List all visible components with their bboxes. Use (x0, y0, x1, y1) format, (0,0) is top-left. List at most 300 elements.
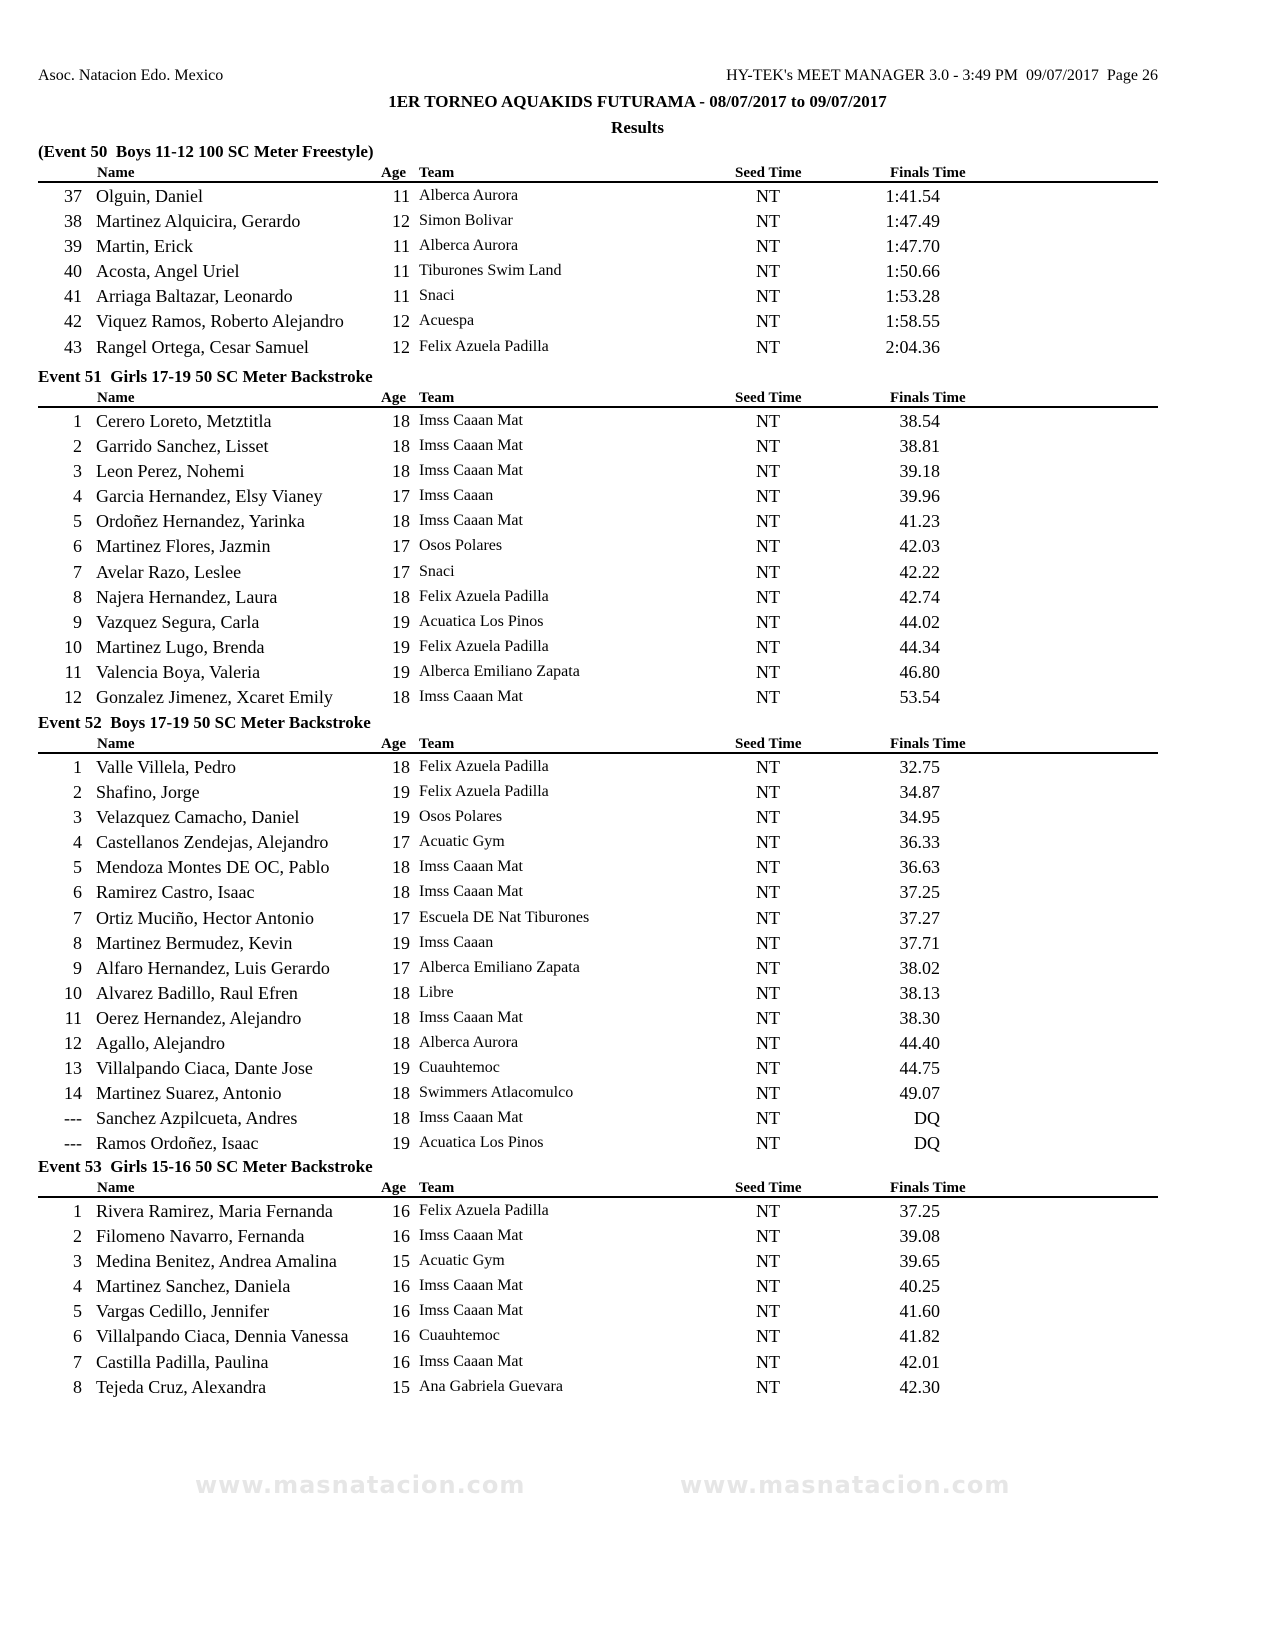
age-cell: 17 (392, 832, 410, 853)
age-cell: 16 (392, 1351, 410, 1372)
swimmer-name-cell: Martinez Suarez, Antonio (96, 1083, 282, 1104)
team-cell: Imss Caaan Mat (419, 437, 523, 455)
seed-time-cell: NT (756, 1376, 780, 1397)
column-header-team: Team (419, 390, 455, 406)
result-row (38, 980, 1158, 1005)
column-header-team: Team (419, 165, 455, 181)
age-cell: 11 (392, 286, 410, 307)
place-cell: 9 (73, 957, 82, 978)
age-cell: 18 (392, 687, 410, 708)
swimmer-name-cell: Velazquez Camacho, Daniel (96, 807, 300, 828)
seed-time-cell: NT (756, 1083, 780, 1104)
place-cell: 4 (73, 1276, 82, 1297)
finals-time-cell: 44.75 (899, 1058, 940, 1079)
place-cell: 37 (64, 186, 82, 206)
age-cell: 12 (392, 211, 410, 232)
result-row (38, 233, 1158, 258)
swimmer-name-cell: Mendoza Montes DE OC, Pablo (96, 857, 330, 878)
finals-time-cell: 38.54 (899, 411, 940, 431)
team-cell: Alberca Emiliano Zapata (419, 958, 580, 976)
swimmer-name-cell: Tejeda Cruz, Alexandra (96, 1376, 267, 1397)
event-section (38, 1156, 1158, 1399)
seed-time-cell: NT (756, 807, 780, 828)
swimmer-name-cell: Garcia Hernandez, Elsy Vianey (96, 486, 323, 507)
column-header-team: Team (419, 1180, 455, 1196)
finals-time-cell: 40.25 (899, 1276, 940, 1297)
finals-time-cell: 46.80 (899, 661, 940, 682)
place-cell: 1 (73, 1201, 82, 1221)
team-cell: Osos Polares (419, 537, 503, 555)
swimmer-name-cell: Leon Perez, Nohemi (96, 461, 245, 482)
seed-time-cell: NT (756, 511, 780, 532)
seed-time-cell: NT (756, 486, 780, 507)
seed-time-cell: NT (756, 186, 780, 206)
result-row (38, 804, 1158, 829)
event-title: Event 52 Boys 17-19 50 SC Meter Backstroke (38, 713, 371, 732)
result-row (38, 508, 1158, 533)
team-cell: Simon Bolivar (419, 212, 513, 230)
finals-time-cell: 38.13 (899, 982, 940, 1003)
team-cell: Acuatica Los Pinos (419, 1134, 544, 1152)
result-row (38, 1130, 1158, 1155)
age-cell: 19 (392, 932, 410, 953)
seed-time-cell: NT (756, 1033, 780, 1054)
finals-time-cell: 37.25 (899, 882, 940, 903)
event-section (38, 141, 1158, 359)
team-cell: Imss Caaan Mat (419, 883, 523, 901)
result-row (38, 1298, 1158, 1323)
finals-time-cell: 41.23 (899, 511, 940, 532)
column-header-finals-time: Finals Time (890, 165, 966, 181)
column-header-name: Name (97, 165, 135, 181)
seed-time-cell: NT (756, 611, 780, 632)
age-cell: 18 (392, 1033, 410, 1054)
swimmer-name-cell: Valle Villela, Pedro (96, 757, 237, 777)
seed-time-cell: NT (756, 782, 780, 803)
result-row (38, 609, 1158, 634)
column-header-finals-time: Finals Time (890, 736, 966, 752)
result-row (38, 659, 1158, 684)
seed-time-cell: NT (756, 1251, 780, 1272)
result-row (38, 1105, 1158, 1130)
swimmer-name-cell: Rivera Ramirez, Maria Fernanda (96, 1201, 333, 1221)
place-cell: 11 (64, 1007, 82, 1028)
result-row (38, 1055, 1158, 1080)
column-header-age: Age (381, 1180, 406, 1196)
place-cell: 2 (73, 436, 82, 457)
swimmer-name-cell: Villalpando Ciaca, Dennia Vanessa (96, 1326, 349, 1347)
swimmer-name-cell: Villalpando Ciaca, Dante Jose (96, 1058, 313, 1079)
finals-time-cell: 39.18 (899, 461, 940, 482)
team-cell: Imss Caaan Mat (419, 462, 523, 480)
finals-time-cell: 1:50.66 (885, 261, 940, 282)
finals-time-cell: 41.60 (899, 1301, 940, 1322)
place-cell: 5 (73, 857, 82, 878)
age-cell: 19 (392, 782, 410, 803)
team-cell: Snaci (419, 287, 455, 305)
swimmer-name-cell: Viquez Ramos, Roberto Alejandro (96, 311, 344, 332)
team-cell: Acuatic Gym (419, 833, 505, 851)
age-cell: 16 (392, 1276, 410, 1297)
team-cell: Felix Azuela Padilla (419, 337, 549, 355)
result-row (38, 1005, 1158, 1030)
team-cell: Imss Caaan (419, 933, 494, 951)
seed-time-cell: NT (756, 211, 780, 232)
team-cell: Imss Caaan Mat (419, 1008, 523, 1026)
place-cell: 8 (73, 586, 82, 607)
seed-time-cell: NT (756, 832, 780, 853)
seed-time-cell: NT (756, 757, 780, 777)
seed-time-cell: NT (756, 286, 780, 307)
finals-time-cell: 38.30 (899, 1007, 940, 1028)
place-cell: 7 (73, 907, 82, 928)
finals-time-cell: 1:53.28 (885, 286, 940, 307)
swimmer-name-cell: Martin, Erick (96, 236, 193, 257)
team-cell: Escuela DE Nat Tiburones (419, 908, 590, 926)
place-cell: 6 (73, 536, 82, 557)
age-cell: 19 (392, 807, 410, 828)
result-row (38, 433, 1158, 458)
age-cell: 19 (392, 1133, 410, 1154)
result-row (38, 829, 1158, 854)
team-cell: Imss Caaan Mat (419, 1109, 523, 1127)
result-row (38, 1349, 1158, 1374)
team-cell: Libre (419, 983, 454, 1001)
seed-time-cell: NT (756, 636, 780, 657)
seed-time-cell: NT (756, 561, 780, 582)
place-cell: 41 (64, 286, 82, 307)
watermark-band (0, 1470, 1275, 1510)
swimmer-name-cell: Alfaro Hernandez, Luis Gerardo (96, 957, 330, 978)
column-header-row (38, 1178, 1158, 1198)
finals-time-cell: 1:41.54 (885, 186, 940, 206)
seed-time-cell: NT (756, 336, 780, 357)
result-row (38, 1273, 1158, 1298)
age-cell: 16 (392, 1201, 410, 1221)
result-row (38, 458, 1158, 483)
finals-time-cell: 39.08 (899, 1226, 940, 1247)
age-cell: 11 (392, 261, 410, 282)
age-cell: 18 (392, 1083, 410, 1104)
swimmer-name-cell: Oerez Hernandez, Alejandro (96, 1007, 302, 1028)
place-cell: 14 (64, 1083, 82, 1104)
place-cell: 11 (64, 661, 82, 682)
age-cell: 16 (392, 1301, 410, 1322)
swimmer-name-cell: Agallo, Alejandro (96, 1033, 225, 1054)
age-cell: 16 (392, 1226, 410, 1247)
seed-time-cell: NT (756, 857, 780, 878)
swimmer-name-cell: Martinez Flores, Jazmin (96, 536, 271, 557)
column-header-row (38, 388, 1158, 408)
team-cell: Snaci (419, 562, 455, 580)
place-cell: 10 (64, 636, 82, 657)
place-cell: 3 (73, 461, 82, 482)
finals-time-cell: 42.74 (899, 586, 940, 607)
seed-time-cell: NT (756, 661, 780, 682)
age-cell: 18 (392, 757, 410, 777)
watermark: www.masnatacion.com (680, 1471, 1011, 1499)
swimmer-name-cell: Martinez Bermudez, Kevin (96, 932, 293, 953)
seed-time-cell: NT (756, 1326, 780, 1347)
age-cell: 18 (392, 411, 410, 431)
column-header-seed-time: Seed Time (735, 390, 802, 406)
seed-time-cell: NT (756, 687, 780, 708)
finals-time-cell: 32.75 (899, 757, 940, 777)
team-cell: Imss Caaan (419, 487, 494, 505)
age-cell: 18 (392, 586, 410, 607)
column-header-seed-time: Seed Time (735, 736, 802, 752)
team-cell: Felix Azuela Padilla (419, 1202, 549, 1219)
finals-time-cell: 39.65 (899, 1251, 940, 1272)
swimmer-name-cell: Garrido Sanchez, Lisset (96, 436, 269, 457)
place-cell: 3 (73, 807, 82, 828)
result-row (38, 1374, 1158, 1399)
finals-time-cell: 49.07 (899, 1083, 940, 1104)
result-row (38, 183, 1158, 208)
finals-time-cell: DQ (914, 1133, 940, 1154)
place-cell: 6 (73, 882, 82, 903)
team-cell: Cuauhtemoc (419, 1327, 500, 1345)
finals-time-cell: 42.01 (899, 1351, 940, 1372)
finals-time-cell: 42.30 (899, 1376, 940, 1397)
result-row (38, 408, 1158, 433)
swimmer-name-cell: Martinez Lugo, Brenda (96, 636, 265, 657)
finals-time-cell: 39.96 (899, 486, 940, 507)
place-cell: 3 (73, 1251, 82, 1272)
result-row (38, 258, 1158, 283)
team-cell: Imss Caaan Mat (419, 858, 523, 876)
team-cell: Imss Caaan Mat (419, 1302, 523, 1320)
place-cell: 6 (73, 1326, 82, 1347)
result-row (38, 308, 1158, 333)
column-header-age: Age (381, 165, 406, 181)
seed-time-cell: NT (756, 1276, 780, 1297)
place-cell: --- (64, 1133, 82, 1154)
finals-time-cell: 38.81 (899, 436, 940, 457)
team-cell: Acuespa (419, 312, 475, 330)
finals-time-cell: 2:04.36 (885, 336, 940, 357)
team-cell: Imss Caaan Mat (419, 412, 523, 429)
team-cell: Alberca Aurora (419, 237, 519, 255)
swimmer-name-cell: Gonzalez Jimenez, Xcaret Emily (96, 687, 333, 708)
team-cell: Alberca Emiliano Zapata (419, 662, 580, 680)
age-cell: 18 (392, 1007, 410, 1028)
team-cell: Acuatic Gym (419, 1252, 505, 1270)
place-cell: 40 (64, 261, 82, 282)
place-cell: 5 (73, 1301, 82, 1322)
organization-name: Asoc. Natacion Edo. Mexico (38, 67, 224, 84)
swimmer-name-cell: Castellanos Zendejas, Alejandro (96, 832, 329, 853)
event-section (38, 366, 1158, 709)
swimmer-name-cell: Arriaga Baltazar, Leonardo (96, 286, 293, 307)
result-row (38, 754, 1158, 779)
result-row (38, 1080, 1158, 1105)
swimmer-name-cell: Cerero Loreto, Metztitla (96, 411, 272, 431)
place-cell: 42 (64, 311, 82, 332)
column-header-name: Name (97, 736, 135, 752)
result-row (38, 634, 1158, 659)
result-row (38, 334, 1158, 359)
age-cell: 12 (392, 336, 410, 357)
team-cell: Acuatica Los Pinos (419, 612, 544, 630)
age-cell: 18 (392, 436, 410, 457)
column-header-row (38, 163, 1158, 183)
team-cell: Felix Azuela Padilla (419, 587, 549, 605)
result-row (38, 1323, 1158, 1348)
seed-time-cell: NT (756, 1108, 780, 1129)
age-cell: 18 (392, 461, 410, 482)
result-row (38, 208, 1158, 233)
seed-time-cell: NT (756, 1226, 780, 1247)
seed-time-cell: NT (756, 982, 780, 1003)
swimmer-name-cell: Martinez Alquicira, Gerardo (96, 211, 301, 232)
seed-time-cell: NT (756, 236, 780, 257)
place-cell: 1 (73, 411, 82, 431)
seed-time-cell: NT (756, 1201, 780, 1221)
swimmer-name-cell: Alvarez Badillo, Raul Efren (96, 982, 298, 1003)
seed-time-cell: NT (756, 907, 780, 928)
place-cell: 38 (64, 211, 82, 232)
finals-time-cell: 1:47.49 (885, 211, 940, 232)
seed-time-cell: NT (756, 1007, 780, 1028)
age-cell: 12 (392, 311, 410, 332)
seed-time-cell: NT (756, 1133, 780, 1154)
team-cell: Imss Caaan Mat (419, 1277, 523, 1295)
age-cell: 15 (392, 1251, 410, 1272)
place-cell: 43 (64, 336, 82, 357)
column-header-age: Age (381, 390, 406, 406)
age-cell: 17 (392, 536, 410, 557)
team-cell: Swimmers Atlacomulco (419, 1084, 574, 1102)
team-cell: Felix Azuela Padilla (419, 758, 549, 775)
result-row (38, 533, 1158, 558)
result-row (38, 684, 1158, 709)
age-cell: 17 (392, 561, 410, 582)
place-cell: 39 (64, 236, 82, 257)
team-cell: Felix Azuela Padilla (419, 783, 549, 801)
finals-time-cell: 53.54 (899, 687, 940, 708)
seed-time-cell: NT (756, 882, 780, 903)
place-cell: 2 (73, 1226, 82, 1247)
swimmer-name-cell: Najera Hernandez, Laura (96, 586, 278, 607)
seed-time-cell: NT (756, 586, 780, 607)
result-row (38, 483, 1158, 508)
age-cell: 19 (392, 1058, 410, 1079)
finals-time-cell: 36.33 (899, 832, 940, 853)
swimmer-name-cell: Medina Benitez, Andrea Amalina (96, 1251, 337, 1272)
team-cell: Imss Caaan Mat (419, 1227, 523, 1245)
finals-time-cell: 41.82 (899, 1326, 940, 1347)
seed-time-cell: NT (756, 461, 780, 482)
finals-time-cell: 1:58.55 (885, 311, 940, 332)
report-title: Results (611, 118, 664, 137)
event-title: Event 53 Girls 15-16 50 SC Meter Backstroke (38, 1157, 373, 1176)
column-header-age: Age (381, 736, 406, 752)
swimmer-name-cell: Castilla Padilla, Paulina (96, 1351, 269, 1372)
event-section (38, 712, 1158, 1156)
age-cell: 18 (392, 511, 410, 532)
finals-time-cell: 34.95 (899, 807, 940, 828)
age-cell: 19 (392, 611, 410, 632)
result-row (38, 584, 1158, 609)
seed-time-cell: NT (756, 1301, 780, 1322)
age-cell: 18 (392, 982, 410, 1003)
swimmer-name-cell: Ramos Ordoñez, Isaac (96, 1133, 259, 1154)
result-row (38, 1198, 1158, 1223)
seed-time-cell: NT (756, 1058, 780, 1079)
column-header-seed-time: Seed Time (735, 1180, 802, 1196)
place-cell: 1 (73, 757, 82, 777)
place-cell: 4 (73, 832, 82, 853)
place-cell: 7 (73, 561, 82, 582)
event-title: (Event 50 Boys 11-12 100 SC Meter Freestyle) (38, 142, 374, 161)
team-cell: Felix Azuela Padilla (419, 637, 549, 655)
age-cell: 17 (392, 957, 410, 978)
seed-time-cell: NT (756, 311, 780, 332)
swimmer-name-cell: Ramirez Castro, Isaac (96, 882, 255, 903)
age-cell: 11 (392, 236, 410, 257)
result-row (38, 1248, 1158, 1273)
swimmer-name-cell: Filomeno Navarro, Fernanda (96, 1226, 305, 1247)
finals-time-cell: 36.63 (899, 857, 940, 878)
age-cell: 17 (392, 907, 410, 928)
result-row (38, 779, 1158, 804)
column-header-finals-time: Finals Time (890, 1180, 966, 1196)
finals-time-cell: 42.03 (899, 536, 940, 557)
team-cell: Ana Gabriela Guevara (419, 1377, 563, 1395)
age-cell: 18 (392, 1108, 410, 1129)
place-cell: 4 (73, 486, 82, 507)
swimmer-name-cell: Ordoñez Hernandez, Yarinka (96, 511, 305, 532)
team-cell: Imss Caaan Mat (419, 1352, 523, 1370)
swimmer-name-cell: Rangel Ortega, Cesar Samuel (96, 336, 309, 357)
result-row (38, 930, 1158, 955)
column-header-seed-time: Seed Time (735, 165, 802, 181)
seed-time-cell: NT (756, 536, 780, 557)
result-row (38, 283, 1158, 308)
column-header-finals-time: Finals Time (890, 390, 966, 406)
place-cell: --- (64, 1108, 82, 1129)
column-header-name: Name (97, 390, 135, 406)
swimmer-name-cell: Valencia Boya, Valeria (96, 661, 261, 682)
age-cell: 11 (392, 186, 410, 206)
finals-time-cell: 42.22 (899, 561, 940, 582)
swimmer-name-cell: Avelar Razo, Leslee (96, 561, 242, 582)
swimmer-name-cell: Olguin, Daniel (96, 186, 203, 206)
column-header-team: Team (419, 736, 455, 752)
finals-time-cell: 37.71 (899, 932, 940, 953)
place-cell: 13 (64, 1058, 82, 1079)
seed-time-cell: NT (756, 411, 780, 431)
age-cell: 17 (392, 486, 410, 507)
seed-time-cell: NT (756, 957, 780, 978)
swimmer-name-cell: Shafino, Jorge (96, 782, 200, 803)
result-row (38, 1223, 1158, 1248)
result-row (38, 1030, 1158, 1055)
place-cell: 7 (73, 1351, 82, 1372)
place-cell: 12 (64, 687, 82, 708)
seed-time-cell: NT (756, 436, 780, 457)
column-header-name: Name (97, 1180, 135, 1196)
place-cell: 8 (73, 932, 82, 953)
finals-time-cell: 1:47.70 (885, 236, 940, 257)
finals-time-cell: 38.02 (899, 957, 940, 978)
finals-time-cell: 44.02 (899, 611, 940, 632)
age-cell: 19 (392, 636, 410, 657)
finals-time-cell: 44.40 (899, 1033, 940, 1054)
place-cell: 5 (73, 511, 82, 532)
finals-time-cell: DQ (914, 1108, 940, 1129)
